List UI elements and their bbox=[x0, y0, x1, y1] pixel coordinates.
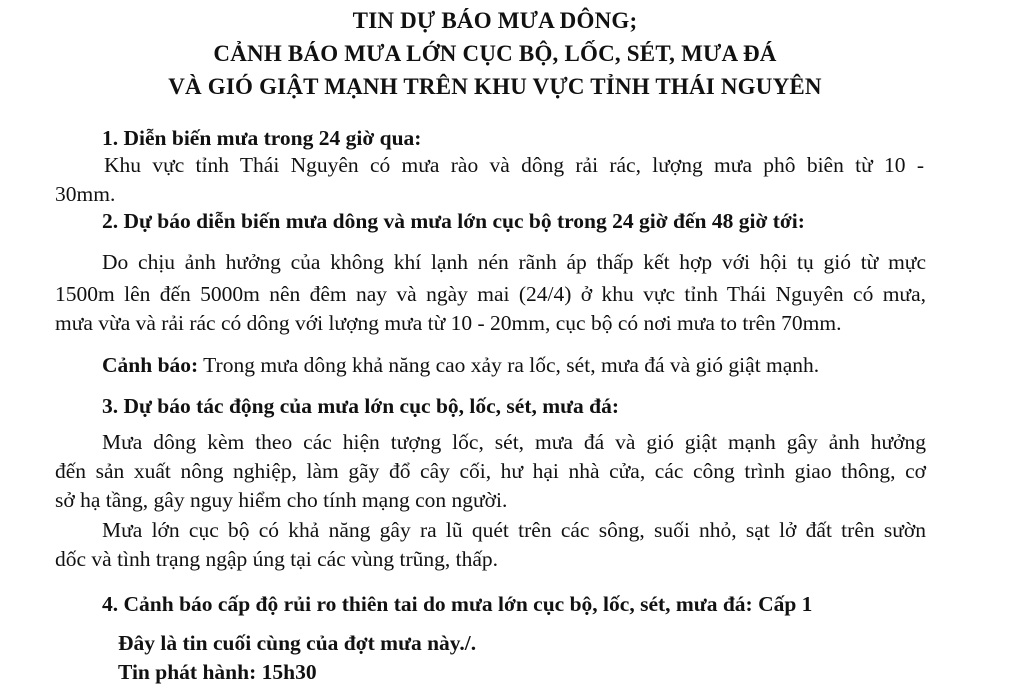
section-4-heading: 4. Cảnh báo cấp độ rủi ro thiên tai do mưa lớn cục bộ, lốc, sét, mưa đá: Cấp 1 bbox=[102, 592, 813, 616]
section-2-line-3: mưa vừa và rải rác có dông với lượng mưa từ 10 - 20mm, cục bộ có nơi mưa to trên 70mm. bbox=[55, 311, 842, 335]
warning-label: Cảnh báo: bbox=[102, 353, 199, 377]
title-line-2: CẢNH BÁO MƯA LỚN CỤC BỘ, LỐC, SÉT, MƯA ĐÁ bbox=[213, 41, 777, 66]
section-1-heading: 1. Diễn biến mưa trong 24 giờ qua: bbox=[102, 126, 422, 150]
section-2-line-1-text: Do chịu ảnh hưởng của không khí lạnh nén rãnh áp thấp kết hợp với hội tụ gió từ mực bbox=[102, 250, 926, 274]
section-3-p1-line-1 bbox=[102, 432, 926, 454]
title-line-3: VÀ GIÓ GIẬT MẠNH TRÊN KHU VỰC TỈNH THÁI NGUYÊN bbox=[168, 74, 822, 99]
section-3-heading: 3. Dự báo tác động của mưa lớn cục bộ, lốc, sét, mưa đá: bbox=[102, 394, 620, 418]
section-3-p1-line-2 bbox=[55, 461, 926, 483]
section-1-line-1-text: Khu vực tỉnh Thái Nguyên có mưa rào và dông rải rác, lượng mưa phô biên từ 10 - bbox=[104, 153, 924, 177]
final-note: Đây là tin cuối cùng của đợt mưa này./. bbox=[118, 631, 477, 655]
warning-paragraph bbox=[102, 355, 819, 377]
section-1-line-2: 30mm. bbox=[55, 182, 116, 206]
section-2-heading: 2. Dự báo diễn biến mưa dông và mưa lớn cục bộ trong 24 giờ đến 48 giờ tới: bbox=[102, 209, 805, 233]
section-2-line-2-text: 1500m lên đến 5000m nên đêm nay và ngày mai (24/4) ở khu vực tỉnh Thái Nguyên có mưa, bbox=[55, 282, 926, 306]
section-3-p2-line-1 bbox=[102, 520, 926, 542]
section-1-line-1 bbox=[104, 155, 924, 177]
section-3-p2-line-1-text: Mưa lớn cục bộ có khả năng gây ra lũ quét trên các sông, suối nhỏ, sạt lở đất trên sườn bbox=[102, 518, 926, 542]
section-3-p1-line-1-text: Mưa dông kèm theo các hiện tượng lốc, sét, mưa đá và gió giật mạnh gây ảnh hưởng bbox=[102, 430, 926, 454]
warning-text: Trong mưa dông khả năng cao xảy ra lốc, sét, mưa đá và gió giật mạnh. bbox=[198, 353, 820, 377]
section-3-p1-line-3: sở hạ tầng, gây nguy hiểm cho tính mạng con người. bbox=[55, 488, 508, 512]
section-2-line-2 bbox=[55, 284, 926, 306]
issued-time: Tin phát hành: 15h30 bbox=[118, 660, 317, 684]
section-3-p1-line-2-text: đến sản xuất nông nghiệp, làm gãy đổ cây cối, hư hại nhà cửa, các công trình giao thông, cơ bbox=[55, 459, 926, 483]
title-line-1: TIN DỰ BÁO MƯA DÔNG; bbox=[352, 8, 638, 33]
section-3-p2-line-2: dốc và tình trạng ngập úng tại các vùng trũng, thấp. bbox=[55, 547, 499, 571]
section-2-line-1 bbox=[102, 252, 926, 274]
